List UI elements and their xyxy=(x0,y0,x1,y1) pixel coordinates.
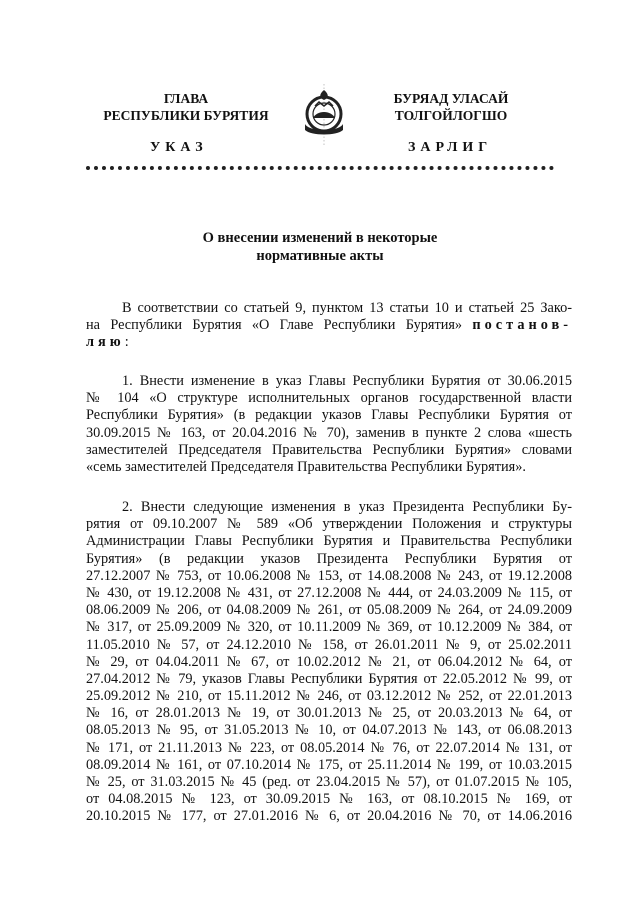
decree-verb: постанов- xyxy=(472,317,573,334)
issuer-title-ru xyxy=(86,90,286,124)
item-2-line: 08.09.2014 № 161, от 07.10.2014 № 175, от 25.11.2014 № 199, от 10.03.2015 xyxy=(86,756,572,773)
item-2 xyxy=(86,499,572,826)
item-2-line: № 16, от 28.01.2013 № 19, от 30.01.2013 № 25, от 20.03.2013 № 64, от xyxy=(86,705,572,722)
coat-of-arms-icon xyxy=(293,84,355,146)
item-2-line: 20.10.2015 № 177, от 27.01.2016 № 6, от 20.04.2016 № 70, от 14.06.2016 xyxy=(86,808,572,825)
header-divider xyxy=(86,166,554,170)
issuer-title-ru-line1: ГЛАВА xyxy=(163,91,209,106)
issuer-title-ru-line2: РЕСПУБЛИКИ БУРЯТИЯ xyxy=(103,108,269,123)
item-1-line: Республики Бурятия» (в редакции указов Главы Республики Бурятия от xyxy=(86,407,572,424)
item-2-line: 27.12.2007 № 753, от 10.06.2008 № 153, от 14.08.2008 № 243, от 19.12.2008 xyxy=(86,567,572,584)
item-1-line: «семь заместителей Председателя Правительства Республики Бурятия». xyxy=(86,458,526,475)
item-2-line: 25.09.2012 № 210, от 15.11.2012 № 246, от 03.12.2012 № 252, от 22.01.2013 xyxy=(86,688,572,705)
preamble-line: на Республики Бурятия «О Главе Республики Бурятия» постанов- xyxy=(86,317,573,334)
preamble-line: В соответствии со статьей 9, пунктом 13 статьи 10 и статьей 25 Зако- xyxy=(122,300,572,316)
preamble xyxy=(86,300,572,352)
item-2-line: № 171, от 21.11.2013 № 223, от 08.05.2014 № 76, от 22.07.2014 № 131, от xyxy=(86,739,572,756)
decree-verb-end: ляю xyxy=(86,334,125,351)
item-1-line: 1. Внести изменение в указ Главы Республики Бурятия от 30.06.2015 xyxy=(122,373,572,389)
item-2-line: № 25, от 31.03.2015 № 45 (ред. от 23.04.2015 № 57), от 01.07.2015 № 105, xyxy=(86,774,572,790)
issuer-title-bua-line1: БУРЯАД УЛАСАЙ xyxy=(393,91,509,106)
item-1-line: заместителей Председателя Правительства Республики Бурятия» словами xyxy=(86,441,572,458)
item-1-line: 30.09.2015 № 163, от 20.04.2016 № 70), заменив в пункте 2 слова «шесть xyxy=(86,424,572,441)
item-2-line: № 317, от 25.09.2009 № 320, от 10.11.2009 № 369, от 10.12.2009 № 384, от xyxy=(86,619,572,636)
document-title-line1: О внесении изменений в некоторые xyxy=(202,230,438,246)
preamble-line: ляю: xyxy=(86,334,129,351)
item-2-line: 11.05.2010 № 57, от 24.12.2010 № 158, от 26.01.2011 № 9, от 25.02.2011 xyxy=(86,636,572,653)
item-2-line: № 430, от 19.12.2008 № 431, от 27.12.2008 № 444, от 24.03.2009 № 115, от xyxy=(86,584,572,601)
item-2-line: рятия от 09.10.2007 № 589 «Об утверждении Положения и структуры xyxy=(86,516,572,533)
issuer-title-bua xyxy=(366,90,536,124)
item-1-line: № 104 «О структуре исполнительных органов государственной власти xyxy=(86,390,572,407)
item-2-line: № 29, от 04.04.2011 № 67, от 10.02.2012 № 21, от 06.04.2012 № 64, от xyxy=(86,653,572,670)
issuer-title-bua-line2: ТОЛГОЙЛОГШО xyxy=(394,108,508,123)
item-2-line: 08.06.2009 № 206, от 04.08.2009 № 261, от 05.08.2009 № 264, от 24.09.2009 xyxy=(86,602,572,619)
item-2-line: 27.04.2012 № 79, указов Главы Республики Бурятия от 22.05.2012 № 99, от xyxy=(86,670,572,687)
doc-type-bua: ЗАРЛИГ xyxy=(408,140,493,155)
document-title-line2: нормативные акты xyxy=(256,248,384,264)
item-1 xyxy=(86,373,572,476)
item-2-line: от 04.08.2015 № 123, от 30.09.2015 № 163, от 08.10.2015 № 169, от xyxy=(86,791,572,808)
item-2-line: 2. Внести следующие изменения в указ Президента Республики Бу- xyxy=(122,499,572,515)
doc-type-ru: УКАЗ xyxy=(150,140,208,155)
item-2-line: Бурятия» (в редакции указов Президента Республики Бурятия от xyxy=(86,550,572,567)
item-2-line: 08.05.2013 № 95, от 31.05.2013 № 10, от 04.07.2013 № 143, от 06.08.2013 xyxy=(86,722,572,739)
item-2-line: Администрации Главы Республики Бурятия и Правительства Республики xyxy=(86,533,572,550)
document-title xyxy=(86,229,554,265)
